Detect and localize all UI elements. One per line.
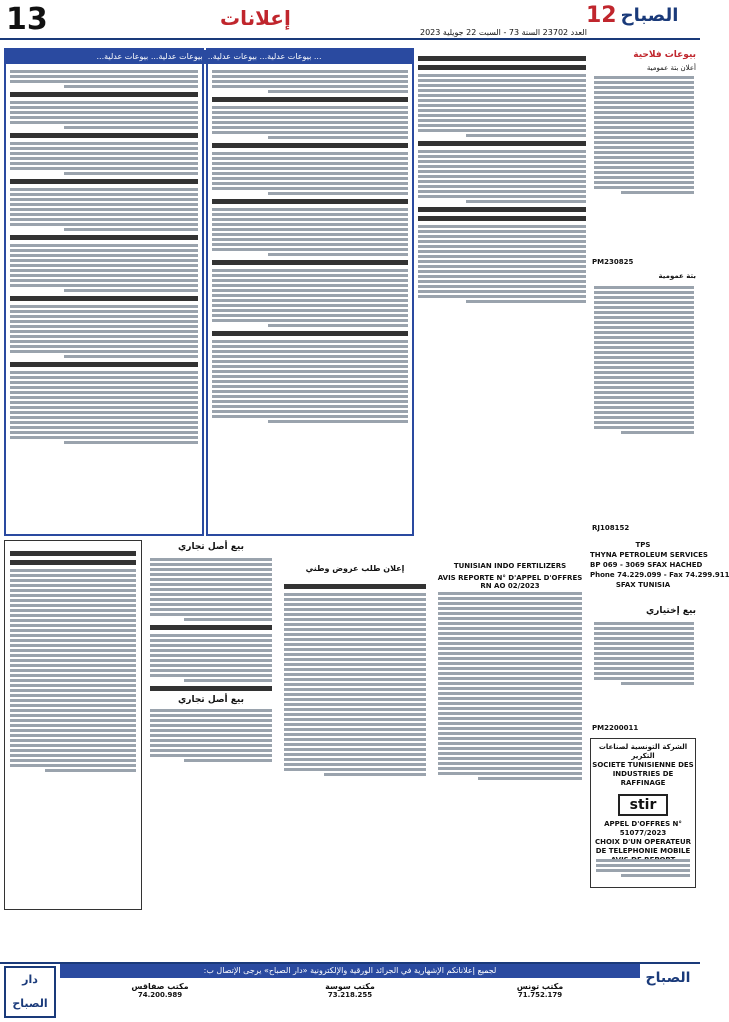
office-sfax-name: مكتب صفاقس bbox=[131, 982, 189, 991]
issue-line: العدد 23702 السنة 73 - السبت 22 جويلية 2023 bbox=[420, 28, 587, 37]
stir-tender-notice bbox=[590, 738, 696, 888]
stir-org-ar: الشركة التونسية لصناعات التكرير bbox=[598, 743, 688, 760]
pharmacy-tender-text bbox=[282, 580, 428, 906]
footer-logo-dar-assabah: دار الصباح bbox=[4, 966, 56, 1018]
office-tunis-name: مكتب تونس bbox=[516, 982, 564, 991]
footer-banner: لجميع إعلاناتكم الإشهارية في الجرائد الورقية والإلكترونية «دار الصباح» يرجى الإتصال ب: bbox=[60, 964, 640, 978]
tps-company: THYNA PETROLEUM SERVICES bbox=[590, 551, 708, 559]
tps-address: BP 069 - 3069 SFAX HACHED bbox=[590, 561, 703, 569]
pharmacy-tender-column bbox=[280, 540, 430, 910]
stir-org-fr: SOCIETE TUNISIENNE DES INDUSTRIES DE RAFFINAGE bbox=[592, 761, 694, 787]
ref-code-2: RJ108152 bbox=[592, 524, 630, 532]
logo-name: الصباح bbox=[620, 4, 679, 26]
judicial-sales-column-2 bbox=[206, 48, 414, 536]
page-number: 13 bbox=[6, 2, 48, 37]
business-sale-heading: بيع أصل تجاري bbox=[178, 542, 244, 552]
office-sousse-name: مكتب سوسة bbox=[325, 982, 375, 991]
newspaper-logo bbox=[586, 2, 694, 28]
tps-phone: Phone 74.229.099 - Fax 74.299.911 bbox=[590, 571, 729, 579]
agricultural-sales-title: بيوعات فلاحية bbox=[633, 50, 696, 60]
stir-body bbox=[594, 857, 692, 885]
airports-tender-box bbox=[4, 540, 142, 910]
pharmacy-tender-heading: إعلان طلب عروض وطني bbox=[305, 564, 405, 573]
office-sousse bbox=[280, 982, 420, 1022]
tifert-text bbox=[436, 590, 584, 906]
notices-column bbox=[416, 48, 588, 536]
notices-column-text bbox=[416, 52, 588, 532]
business-sale-column bbox=[146, 540, 276, 910]
stir-appel: APPEL D'OFFRES N° 51077/2023 bbox=[604, 820, 682, 837]
office-tunis-phone: 71.752.179 bbox=[517, 991, 563, 999]
office-sfax bbox=[90, 982, 230, 1022]
tps-name: TPS bbox=[635, 541, 651, 549]
stir-choix: CHOIX D'UN OPERATEUR DE TELEPHONIE MOBILE bbox=[594, 838, 692, 855]
agricultural-sub-1: أعلان بتة عمومية bbox=[646, 64, 696, 72]
office-sfax-phone: 74.200.989 bbox=[137, 991, 183, 999]
tifert-title: TUNISIAN INDO FERTILIZERS bbox=[453, 562, 567, 570]
judicial-sales-banner: ... بيوعات عدلية... بيوعات عدلية... بيوعات عدلية... بيوعات عدلية... bbox=[4, 50, 414, 64]
logo-number: 12 bbox=[586, 2, 617, 28]
column-2-text bbox=[210, 68, 410, 530]
page-footer bbox=[0, 962, 700, 1022]
column-1-text bbox=[8, 68, 200, 530]
optional-sale-heading: بيع إختياري bbox=[645, 606, 696, 616]
ref-code-3: PM2200011 bbox=[592, 724, 639, 732]
tifert-tender-column bbox=[434, 540, 586, 910]
page-header bbox=[0, 0, 700, 40]
business-sale-heading-2: بيع أصل تجاري bbox=[178, 695, 244, 705]
stir-logo: stir bbox=[618, 794, 668, 816]
agricultural-text-1 bbox=[592, 74, 696, 254]
agricultural-text-2 bbox=[592, 284, 696, 522]
office-sousse-phone: 73.218.255 bbox=[327, 991, 373, 999]
agricultural-sub-2: بتة عمومية bbox=[658, 272, 696, 280]
footer-logo-assabah: الصباح bbox=[645, 970, 691, 986]
judicial-sales-column-1 bbox=[4, 48, 204, 536]
ref-code-1: PM230825 bbox=[592, 258, 634, 266]
tps-company-block bbox=[590, 540, 729, 600]
tps-city: SFAX TUNISIA bbox=[615, 581, 671, 589]
business-sale-text bbox=[148, 556, 274, 906]
tifert-avis: AVIS REPORTE N° D'APPEL D'OFFRES RN AO 02/2023 bbox=[437, 574, 583, 590]
airports-tender-text bbox=[8, 547, 138, 907]
section-title: إعلانات bbox=[220, 6, 291, 30]
optional-sale-text bbox=[592, 620, 696, 720]
office-tunis bbox=[470, 982, 610, 1022]
